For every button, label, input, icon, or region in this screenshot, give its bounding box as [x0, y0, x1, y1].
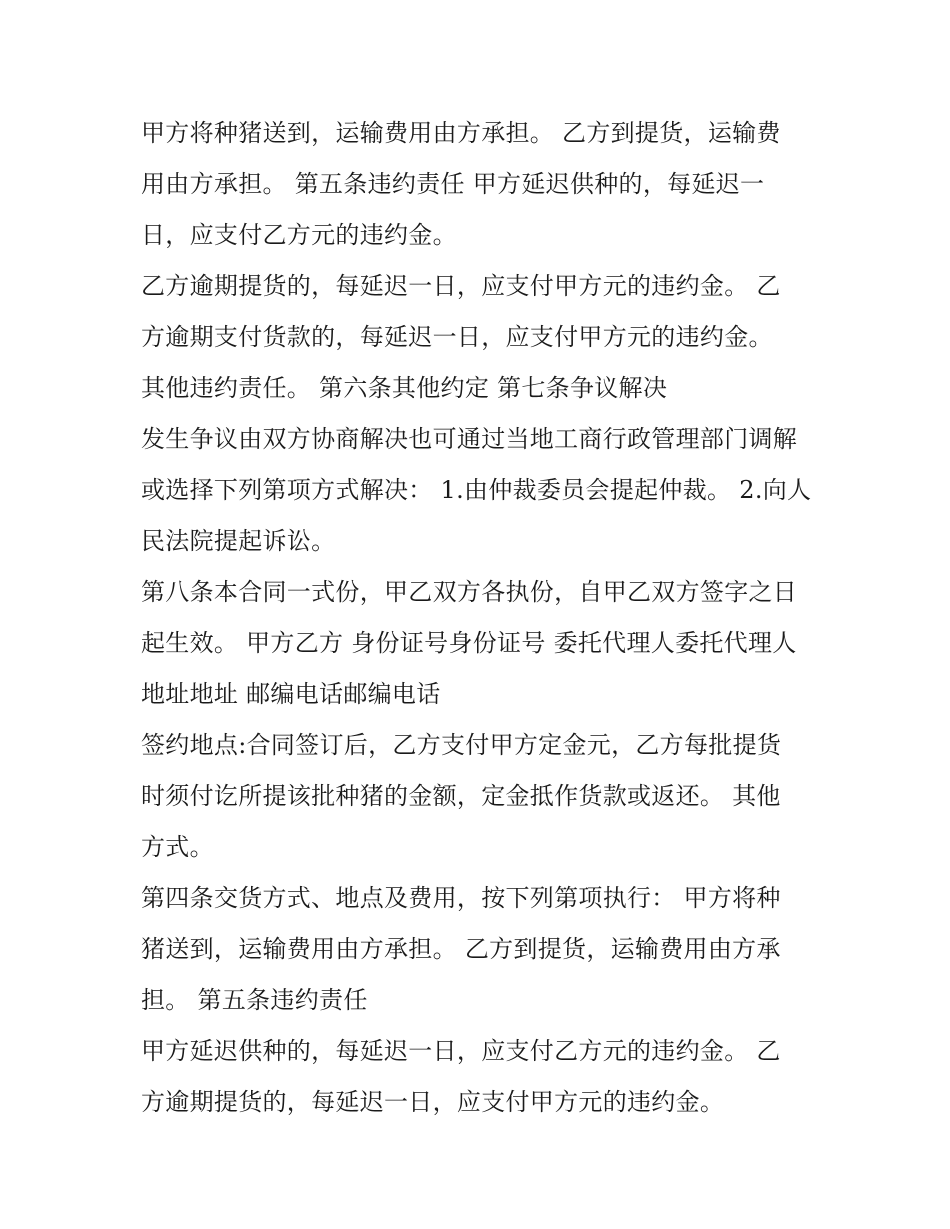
- text-line-9: 民法院提起诉讼。: [141, 527, 336, 555]
- text-line-16: 第四条交货方式、地点及费用，按下列第项执行： 甲方将种: [141, 884, 781, 912]
- text-line-1: 甲方将种猪送到，运输费用由方承担。 乙方到提货，运输费: [141, 119, 781, 147]
- text-line-13: 签约地点:合同签订后，乙方支付甲方定金元，乙方每批提货: [141, 731, 782, 759]
- text-line-8: 或选择下列第项方式解决： 1.由仲裁委员会提起仲裁。 2.向人: [141, 476, 812, 504]
- text-line-3: 日，应支付乙方元的违约金。: [141, 221, 457, 249]
- text-line-10: 第八条本合同一式份，甲乙双方各执份，自甲乙双方签字之日: [141, 578, 798, 606]
- text-line-15: 方式。: [141, 833, 214, 861]
- document-body: [141, 108, 821, 1128]
- text-line-18: 担。 第五条违约责任: [141, 986, 368, 1014]
- text-line-5: 方逾期支付货款的，每延迟一日，应支付甲方元的违约金。: [141, 323, 773, 351]
- text-line-11: 起生效。 甲方乙方 身份证号身份证号 委托代理人委托代理人: [141, 629, 797, 657]
- text-line-17: 猪送到，运输费用由方承担。 乙方到提货，运输费用由方承: [141, 935, 781, 963]
- text-line-2: 用由方承担。 第五条违约责任 甲方延迟供种的，每延迟一: [141, 170, 765, 198]
- text-line-19: 甲方延迟供种的，每延迟一日，应支付乙方元的违约金。 乙: [141, 1037, 781, 1065]
- text-line-4: 乙方逾期提货的，每延迟一日，应支付甲方元的违约金。 乙: [141, 272, 781, 300]
- text-line-6: 其他违约责任。 第六条其他约定 第七条争议解决: [141, 374, 668, 402]
- text-line-12: 地址地址 邮编电话邮编电话: [141, 680, 441, 708]
- text-line-7: 发生争议由双方协商解决也可通过当地工商行政管理部门调解: [141, 425, 798, 453]
- text-line-14: 时须付讫所提该批种猪的金额，定金抵作货款或返还。 其他: [141, 782, 781, 810]
- text-line-20: 方逾期提货的，每延迟一日，应支付甲方元的违约金。: [141, 1088, 725, 1116]
